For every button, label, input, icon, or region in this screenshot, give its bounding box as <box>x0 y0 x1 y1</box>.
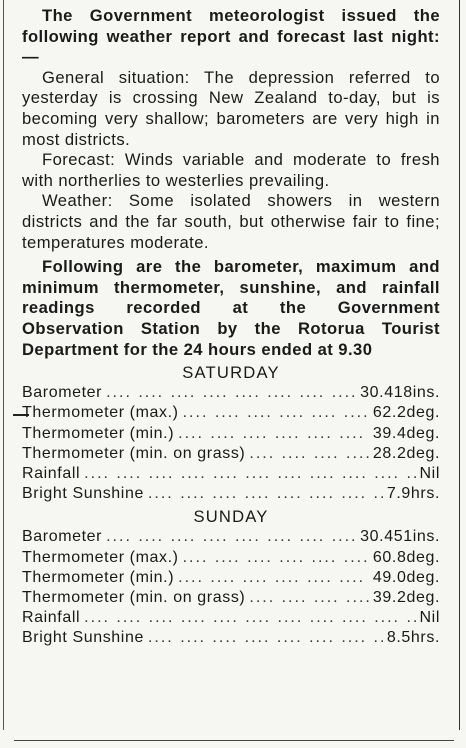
reading-value: 30.418ins. <box>360 384 440 402</box>
reading-row <box>22 548 440 568</box>
reading-value: Nil <box>419 609 440 627</box>
leader-dots <box>102 527 360 547</box>
reading-label: Rainfall <box>22 464 81 482</box>
reading-row <box>22 484 440 504</box>
column-rule-left <box>3 0 4 730</box>
column-rule-right <box>459 0 460 730</box>
column-rule-bottom <box>14 740 454 741</box>
reading-value: 62.2deg. <box>372 404 440 422</box>
leader-dots <box>80 608 419 628</box>
reading-row <box>22 628 440 648</box>
leader-dots <box>144 484 387 504</box>
reading-row <box>22 527 440 547</box>
reading-label: Thermometer (min. on grass) <box>22 444 246 462</box>
reading-row <box>22 424 440 444</box>
reading-value: 39.4deg. <box>372 424 440 442</box>
leader-dots <box>102 383 360 403</box>
leader-dots <box>80 464 419 484</box>
leader-dots <box>245 588 373 608</box>
reading-label: Thermometer (min.) <box>22 568 175 586</box>
reading-row <box>22 608 440 628</box>
reading-label: Thermometer (max.) <box>22 404 179 422</box>
reading-label: Thermometer (min.) <box>22 424 175 442</box>
leader-dots <box>144 628 387 648</box>
reading-value: 8.5hrs. <box>386 629 440 647</box>
saturday-readings <box>22 383 440 504</box>
weather-report-article <box>22 6 440 649</box>
reading-row <box>22 383 440 403</box>
reading-label: Rainfall <box>22 609 81 627</box>
leader-dots <box>179 403 373 423</box>
reading-value: 30.451ins. <box>360 528 440 546</box>
reading-label: Barometer <box>22 528 103 546</box>
readings-intro-paragraph: Following are the barometer, maximum and minimum thermometer, sunshine, and rainfall readings recorded at the Government Observation Station by the Rotorua Tourist Department for the 24 hours ended at 9.30 <box>22 257 440 359</box>
leader-dots <box>245 444 373 464</box>
reading-row <box>22 568 440 588</box>
reading-row <box>22 444 440 464</box>
reading-label: Barometer <box>22 384 103 402</box>
leader-dots <box>179 548 373 568</box>
reading-value: 28.2deg. <box>372 444 440 462</box>
reading-label: Thermometer (min. on grass) <box>22 588 246 606</box>
general-situation-paragraph: General situation: The depression referred to yesterday is crossing New Zealand to-day, but is becoming very shallow; barometers are very high in most districts. <box>22 67 440 149</box>
reading-value: 39.2deg. <box>372 588 440 606</box>
sunday-heading: SUNDAY <box>193 507 269 527</box>
reading-row <box>22 464 440 484</box>
reading-value: 60.8deg. <box>372 548 440 566</box>
reading-row <box>22 403 440 423</box>
reading-label: Thermometer (max.) <box>22 548 179 566</box>
leader-dots <box>174 424 373 444</box>
saturday-heading: SATURDAY <box>182 363 280 383</box>
sunday-readings <box>22 527 440 648</box>
weather-paragraph: Weather: Some isolated showers in western districts and the far south, but otherwise fair to fine; temperatures moderate. <box>22 191 440 252</box>
reading-value: Nil <box>419 464 440 482</box>
forecast-paragraph: Forecast: Winds variable and moderate to fresh with northerlies to westerlies prevailing. <box>22 150 440 190</box>
reading-label: Bright Sunshine <box>22 485 144 503</box>
reading-value: 7.9hrs. <box>386 485 440 503</box>
intro-paragraph: The Government meteorologist issued the following weather report and forecast last night:— <box>22 6 440 67</box>
reading-row <box>22 588 440 608</box>
reading-label: Bright Sunshine <box>22 629 144 647</box>
reading-value: 49.0deg. <box>372 568 440 586</box>
leader-dots <box>174 568 373 588</box>
